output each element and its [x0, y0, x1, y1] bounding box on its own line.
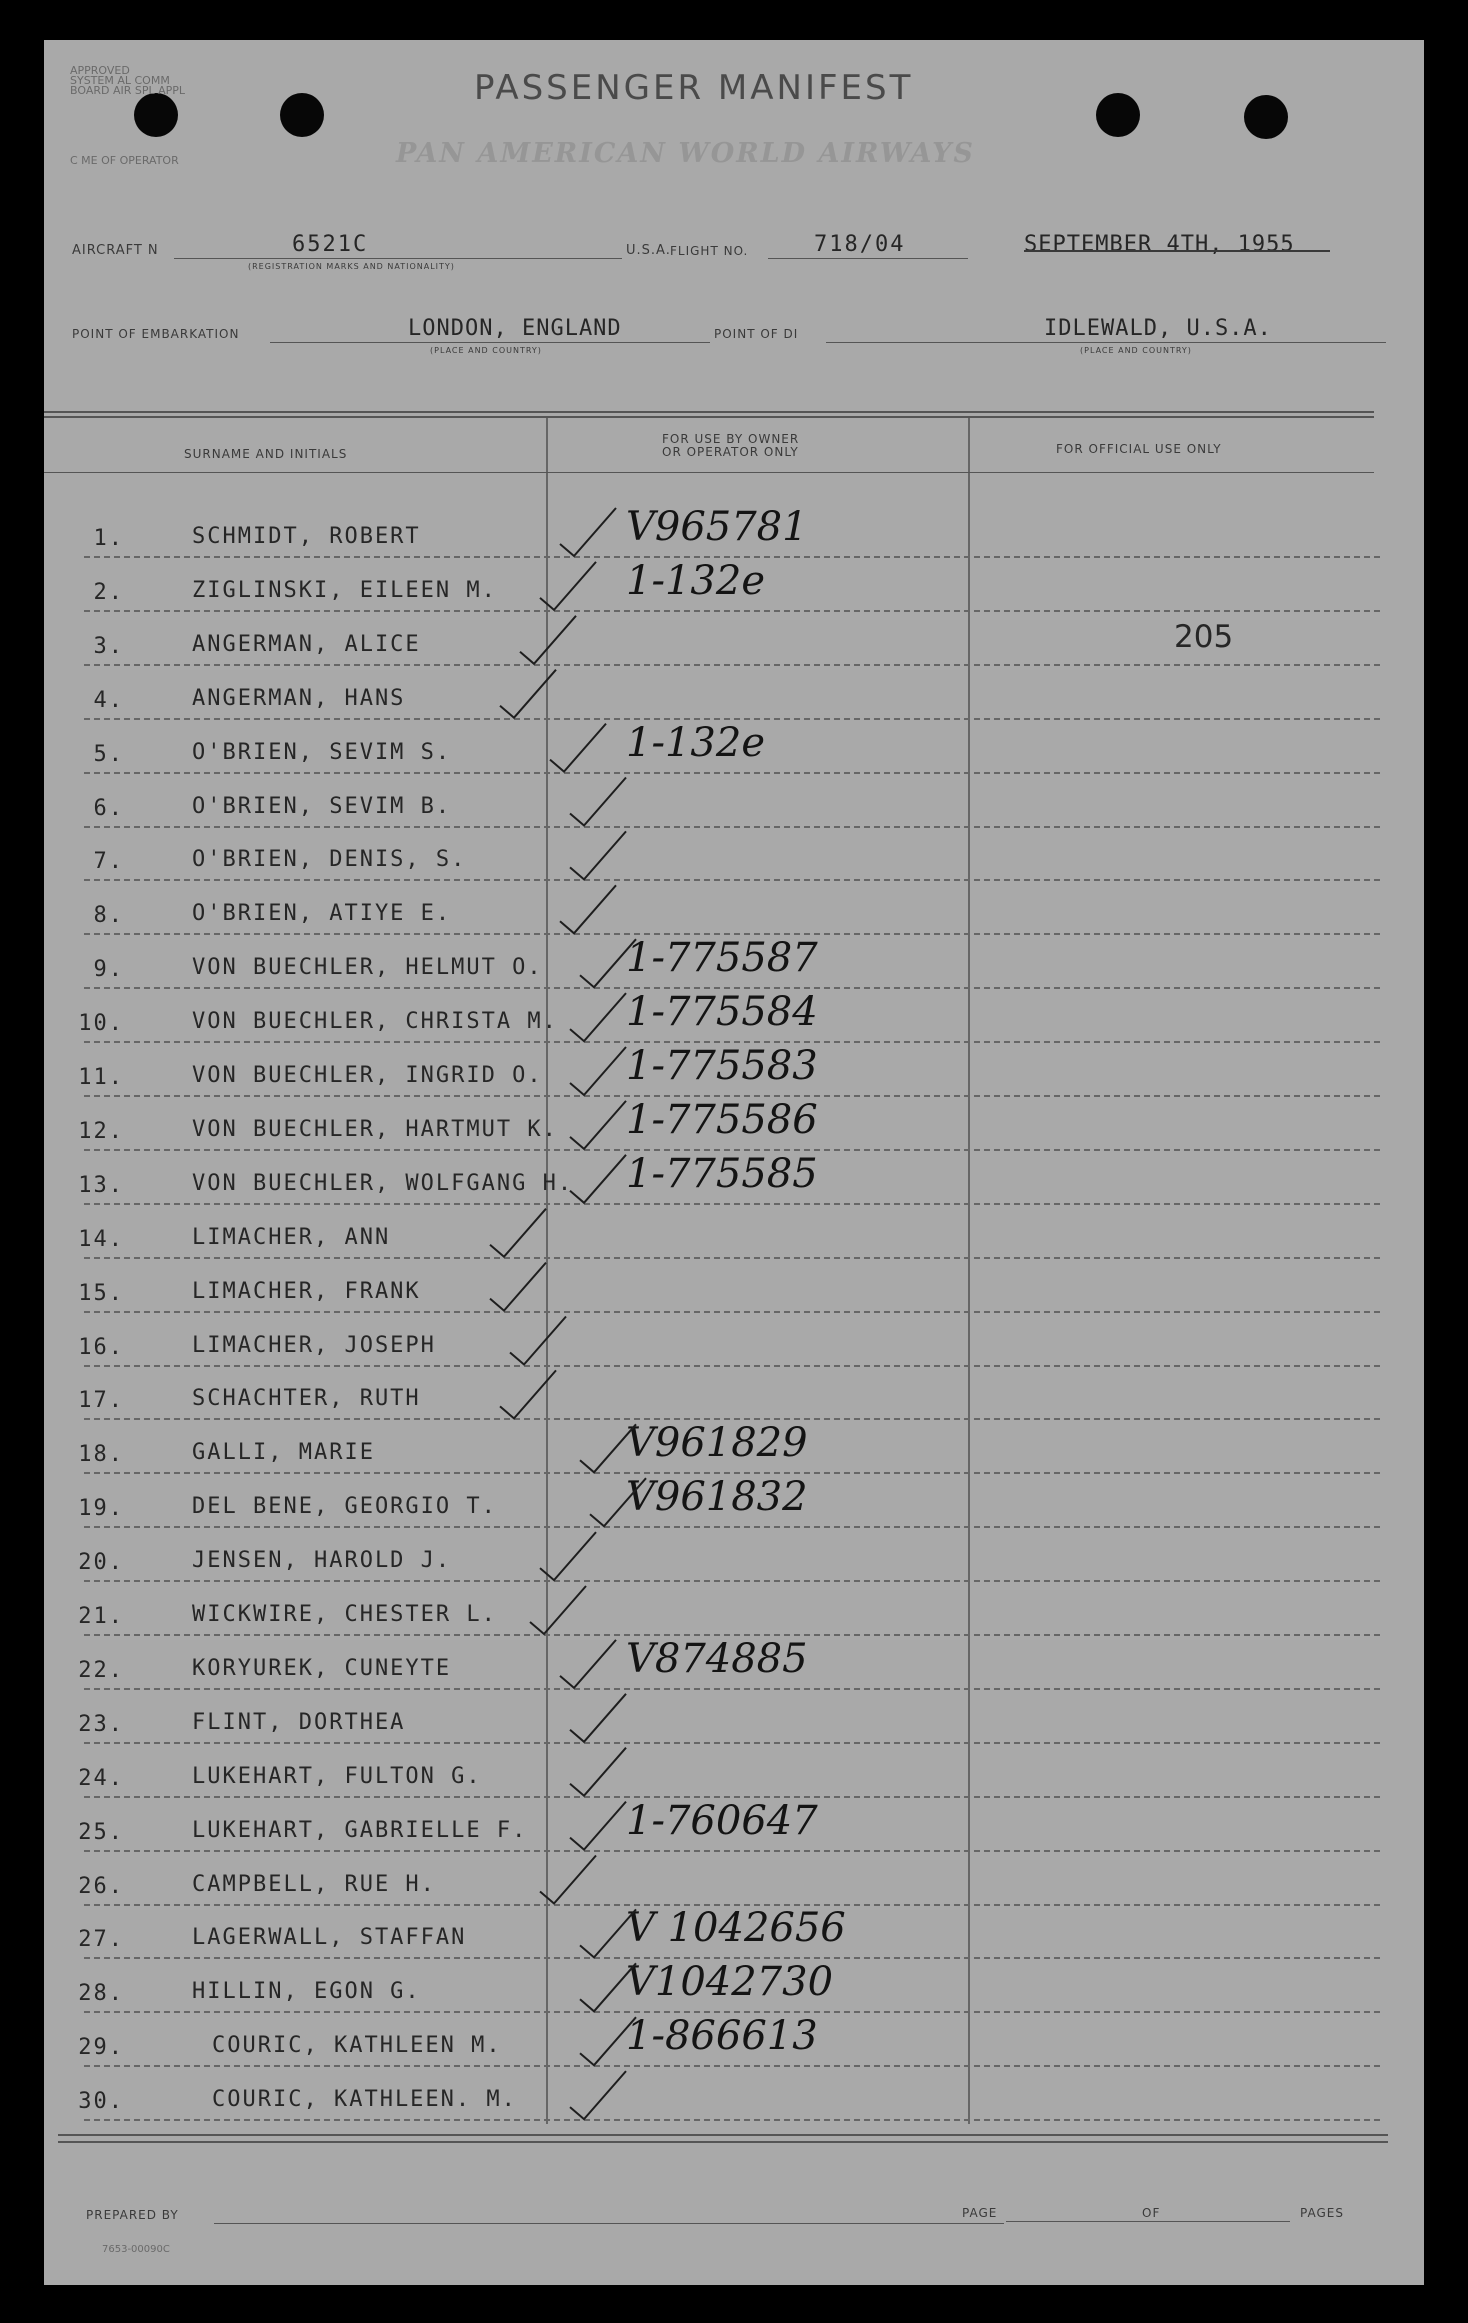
passenger-number: 17.	[78, 1388, 124, 1414]
ticket-number: V874885	[626, 1635, 808, 1682]
stamp-line: SYSTEM AL COMM	[70, 74, 170, 87]
passenger-name: LIMACHER, JOSEPH	[192, 1332, 436, 1358]
passenger-number: 1.	[93, 526, 124, 551]
row-rule	[84, 2065, 1380, 2067]
table-bottom-rule-2	[58, 2141, 1388, 2143]
passenger-name: COURIC, KATHLEEN. M.	[212, 2087, 517, 2113]
row-rule	[84, 1742, 1380, 1744]
passenger-name: VON BUECHLER, HARTMUT K.	[192, 1116, 558, 1142]
passenger-name: CAMPBELL, RUE H.	[192, 1871, 436, 1897]
destination-caption: (PLACE AND COUNTRY)	[1080, 346, 1192, 355]
ticket-number: V965781	[626, 504, 808, 550]
passenger-name: VON BUECHLER, INGRID O.	[192, 1063, 543, 1088]
manifest-sheet	[44, 40, 1424, 2285]
column-header-names: SURNAME AND INITIALS	[184, 447, 348, 461]
form-number: 7653-00090C	[102, 2244, 170, 2255]
passenger-number: 15.	[78, 1280, 124, 1306]
row-rule	[84, 1365, 1380, 1367]
row-rule	[84, 1311, 1380, 1313]
passenger-number: 20.	[78, 1550, 124, 1576]
passenger-number: 16.	[78, 1334, 124, 1360]
aircraft-number: 6521C	[292, 232, 369, 257]
row-rule	[84, 1850, 1380, 1852]
passenger-number: 6.	[93, 795, 124, 821]
column-header-owner-2: OR OPERATOR ONLY	[662, 445, 799, 459]
passenger-number: 10.	[78, 1011, 124, 1037]
row-rule	[84, 610, 1380, 612]
passenger-name: GALLI, MARIE	[192, 1440, 375, 1466]
row-rule	[84, 772, 1380, 774]
passenger-name: WICKWIRE, CHESTER L.	[192, 1602, 497, 1627]
flight-date: SEPTEMBER 4TH, 1955	[1024, 232, 1295, 257]
passenger-number: 9.	[93, 957, 124, 983]
ticket-number: 1-760647	[626, 1797, 818, 1844]
row-rule	[84, 1580, 1380, 1582]
of-label: OF	[1142, 2206, 1161, 2220]
ticket-number: V961832	[626, 1474, 808, 1521]
passenger-number: 5.	[93, 741, 124, 767]
passenger-name: ZIGLINSKI, EILEEN M.	[192, 577, 497, 603]
embarkation-place: LONDON, ENGLAND	[408, 316, 622, 341]
row-rule	[84, 1203, 1380, 1205]
passenger-name: JENSEN, HAROLD J.	[192, 1548, 452, 1574]
flight-label: FLIGHT NO.	[670, 244, 749, 258]
passenger-number: 19.	[78, 1496, 124, 1522]
ticket-number: V 1042656	[626, 1905, 846, 1952]
page-line	[1006, 2221, 1182, 2222]
ticket-number: V1042730	[626, 1959, 834, 2006]
embarkation-label: POINT OF EMBARKATION	[72, 327, 240, 341]
passenger-number: 11.	[78, 1065, 124, 1090]
passenger-number: 23.	[78, 1711, 124, 1737]
stamp-line: APPROVED	[70, 64, 130, 77]
row-rule	[84, 2119, 1380, 2121]
official-note: 205	[1174, 619, 1234, 655]
embarkation-caption: (PLACE AND COUNTRY)	[430, 346, 542, 355]
passenger-number: 21.	[78, 1604, 124, 1629]
passenger-name: O'BRIEN, SEVIM S.	[192, 739, 452, 765]
passenger-name: SCHACHTER, RUTH	[192, 1386, 421, 1412]
ticket-number: 1-132e	[626, 719, 765, 766]
ticket-number: 1-775584	[626, 989, 818, 1036]
airline-name: PAN AMERICAN WORLD AIRWAYS	[396, 138, 975, 169]
column-header-owner-1: FOR USE BY OWNER	[662, 432, 800, 446]
passenger-number: 2.	[93, 579, 124, 605]
passenger-name: ANGERMAN, HANS	[192, 685, 406, 711]
passenger-number: 4.	[93, 687, 124, 713]
passenger-number: 28.	[78, 1981, 124, 2007]
registration-caption: (REGISTRATION MARKS AND NATIONALITY)	[248, 262, 455, 271]
prepared-by-line	[214, 2223, 1004, 2224]
passenger-name: LIMACHER, ANN	[192, 1224, 391, 1250]
passenger-name: ANGERMAN, ALICE	[192, 631, 421, 657]
pages-label: PAGES	[1300, 2206, 1344, 2220]
passenger-number: 30.	[78, 2089, 124, 2115]
passenger-number: 24.	[78, 1765, 124, 1791]
stamp-line: BOARD AIR SPL APPL	[70, 84, 186, 97]
ticket-number: 1-775587	[626, 935, 818, 982]
nationality: U.S.A.	[626, 243, 671, 258]
passenger-number: 14.	[78, 1226, 124, 1252]
operator-stamp: C ME OF OPERATOR	[70, 154, 179, 167]
row-rule	[84, 1257, 1380, 1259]
ticket-number: 1-775583	[626, 1043, 818, 1089]
destination-label: POINT OF DI	[714, 327, 799, 341]
page-label: PAGE	[962, 2206, 998, 2220]
passenger-name: DEL BENE, GEORGIO T.	[192, 1494, 497, 1520]
column-header-official: FOR OFFICIAL USE ONLY	[1056, 442, 1222, 456]
row-rule	[84, 879, 1380, 881]
row-rule	[84, 826, 1380, 828]
flight-number: 718/04	[814, 232, 906, 257]
passenger-name: VON BUECHLER, WOLFGANG H.	[192, 1170, 574, 1196]
of-line	[1170, 2221, 1290, 2222]
passenger-number: 8.	[93, 903, 124, 929]
passenger-number: 3.	[93, 633, 124, 659]
passenger-name: KORYUREK, CUNEYTE	[192, 1655, 452, 1681]
prepared-by-label: PREPARED BY	[86, 2208, 179, 2222]
passenger-name: LAGERWALL, STAFFAN	[192, 1925, 467, 1951]
ticket-number: 1-132e	[626, 557, 765, 604]
passenger-number: 18.	[78, 1442, 124, 1468]
passenger-number: 13.	[78, 1172, 124, 1198]
passenger-name: O'BRIEN, ATIYE E.	[192, 901, 452, 927]
passenger-number: 7.	[93, 849, 124, 875]
passenger-list	[44, 40, 1424, 2285]
passenger-name: LIMACHER, FRANK	[192, 1278, 421, 1304]
row-rule	[84, 664, 1380, 666]
passenger-name: LUKEHART, FULTON G.	[192, 1763, 482, 1789]
passenger-name: O'BRIEN, DENIS, S.	[192, 847, 467, 873]
passenger-name: VON BUECHLER, HELMUT O.	[192, 955, 543, 981]
passenger-name: FLINT, DORTHEA	[192, 1709, 406, 1735]
passenger-number: 22.	[78, 1657, 124, 1683]
ticket-number: 1-775585	[626, 1150, 818, 1197]
table-bottom-rule	[58, 2134, 1388, 2136]
passenger-name: COURIC, KATHLEEN M.	[212, 2033, 502, 2059]
passenger-name: HILLIN, EGON G.	[192, 1979, 421, 2005]
passenger-name: LUKEHART, GABRIELLE F.	[192, 1817, 528, 1843]
ticket-number: 1-866613	[626, 2013, 818, 2060]
ticket-number: 1-775586	[626, 1096, 818, 1143]
page-title: PASSENGER MANIFEST	[474, 68, 914, 108]
passenger-name: SCHMIDT, ROBERT	[192, 524, 421, 549]
passenger-number: 25.	[78, 1819, 124, 1845]
row-rule	[84, 1688, 1380, 1690]
row-rule	[84, 1526, 1380, 1528]
ticket-number: V961829	[626, 1420, 808, 1467]
passenger-number: 26.	[78, 1873, 124, 1899]
passenger-name: VON BUECHLER, CHRISTA M.	[192, 1009, 558, 1035]
passenger-number: 29.	[78, 2035, 124, 2061]
aircraft-label: AIRCRAFT N	[72, 243, 159, 258]
destination-place: IDLEWALD, U.S.A.	[1044, 316, 1272, 341]
passenger-number: 27.	[78, 1927, 124, 1953]
passenger-name: O'BRIEN, SEVIM B.	[192, 793, 452, 819]
passenger-number: 12.	[78, 1118, 124, 1144]
